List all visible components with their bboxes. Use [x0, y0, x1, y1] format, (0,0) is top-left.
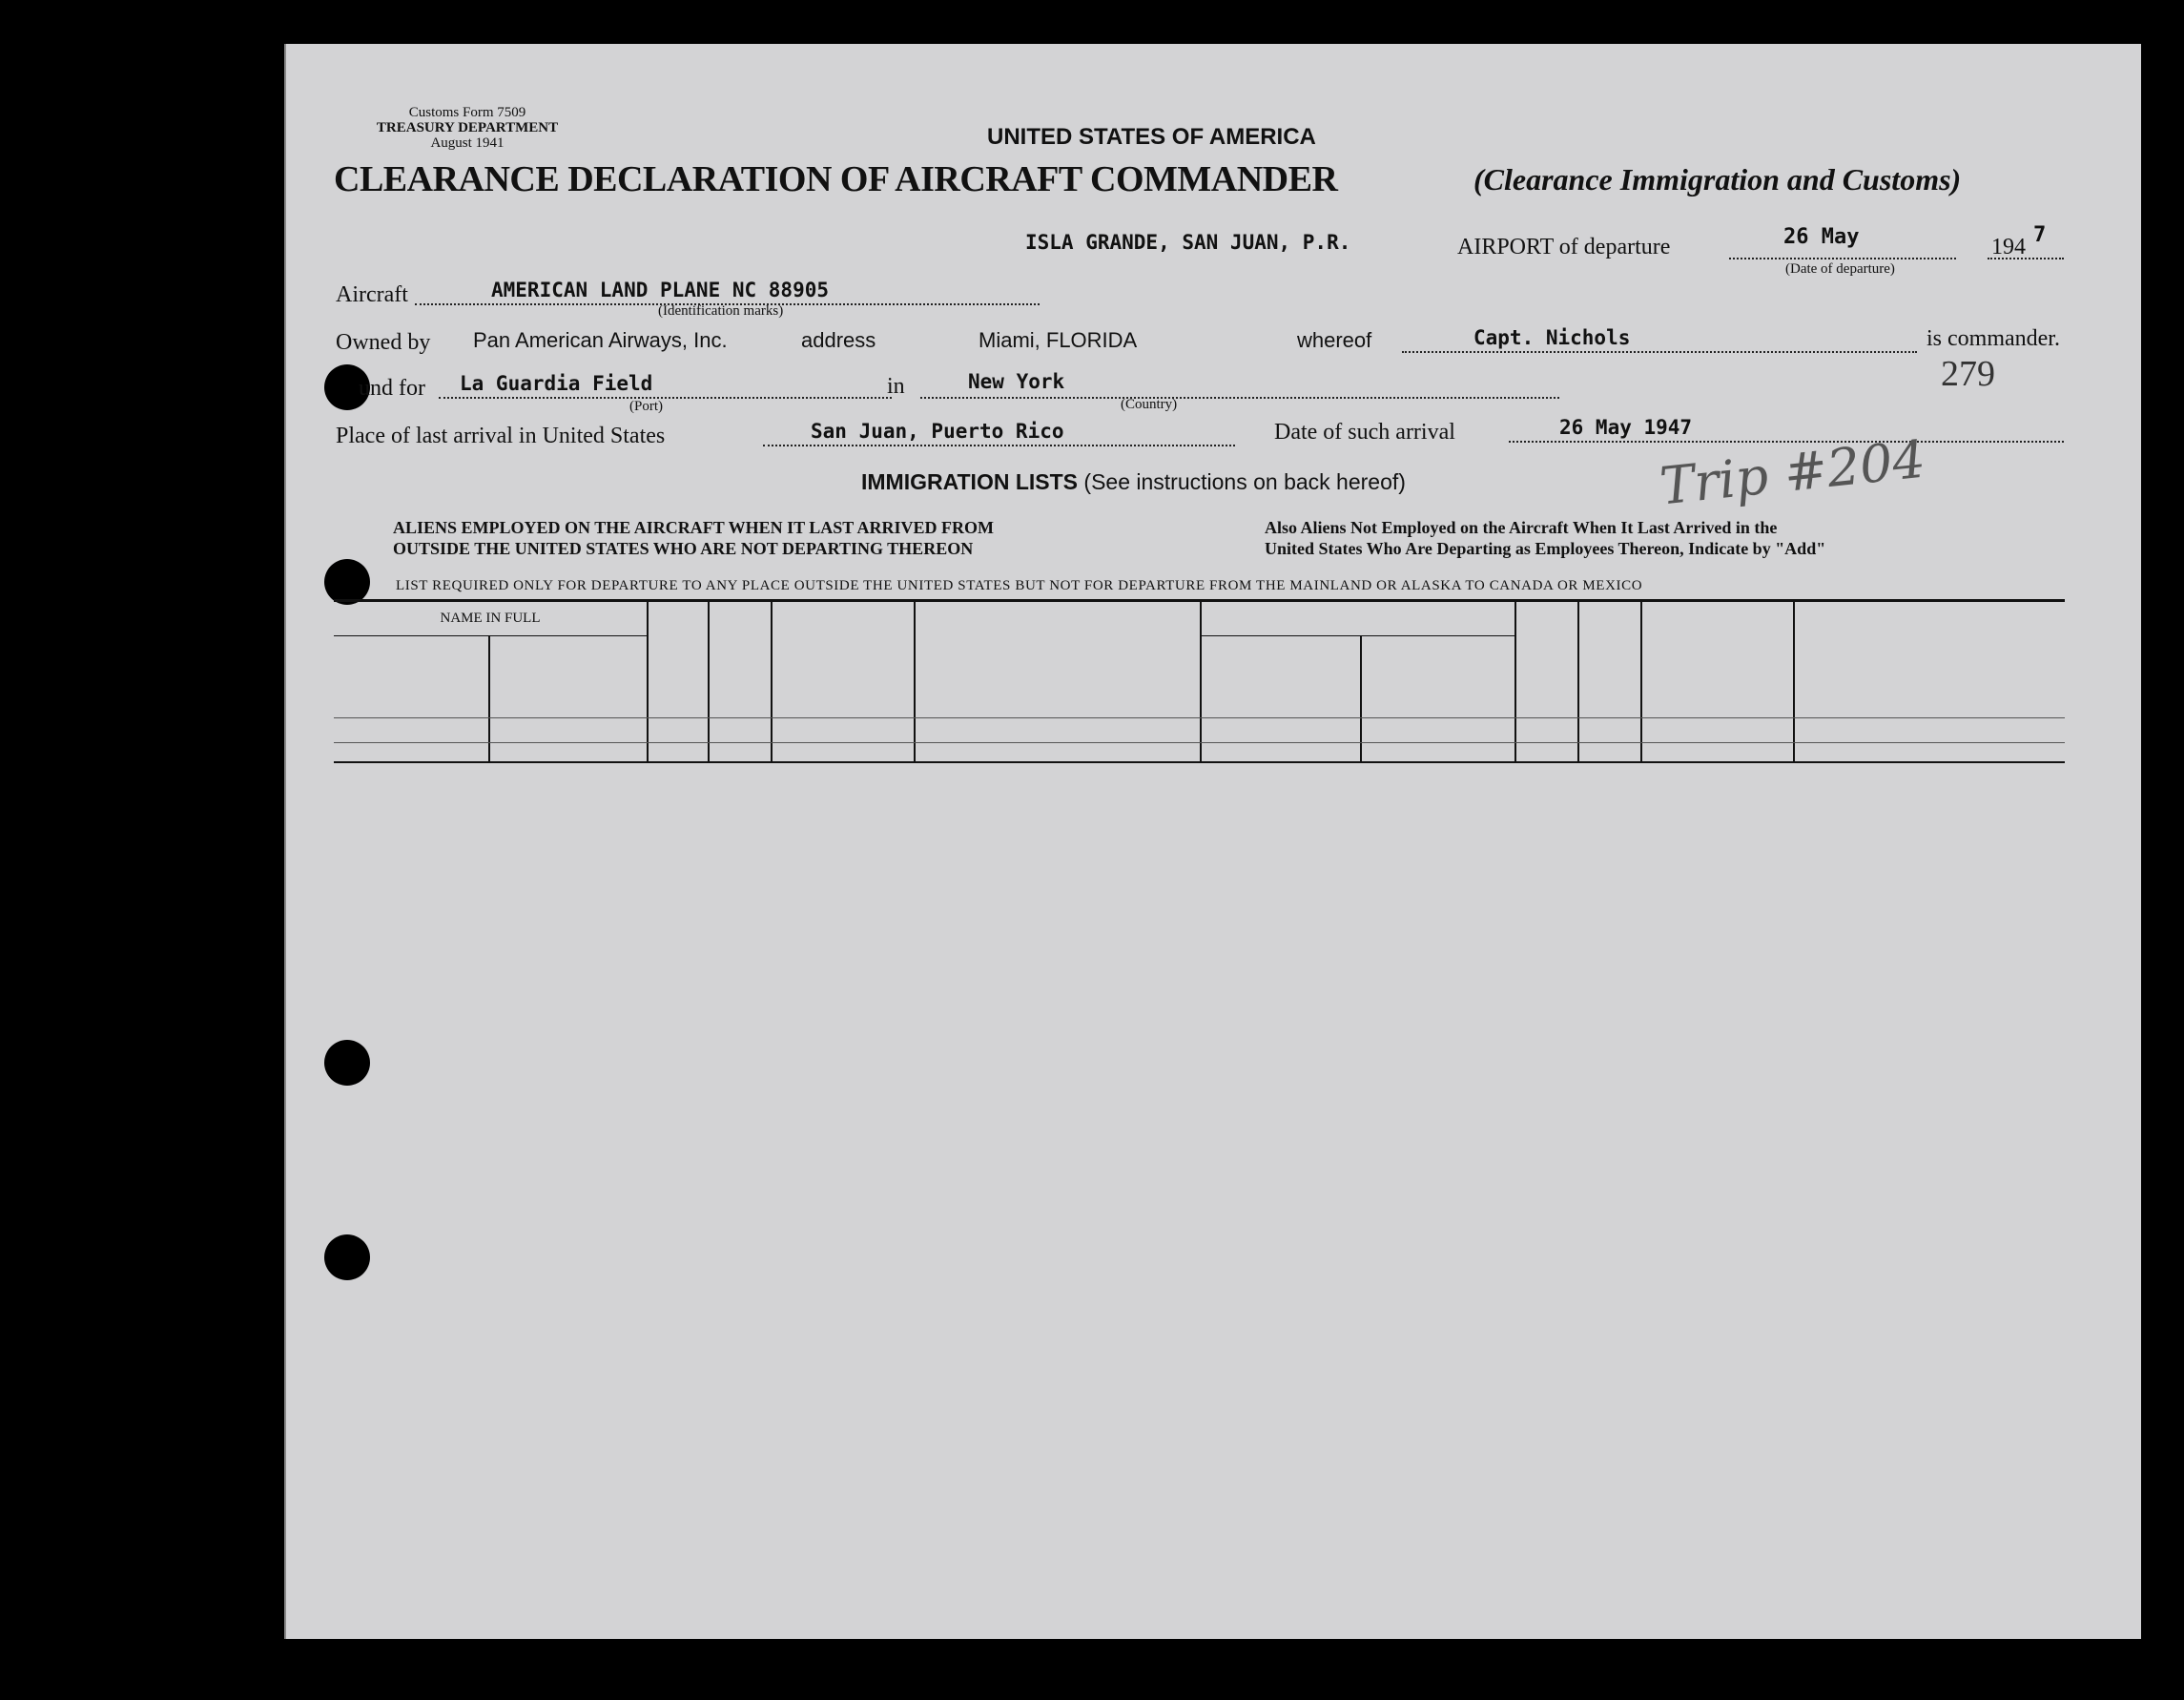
form-subtitle: (Clearance Immigration and Customs)	[1473, 162, 1962, 197]
form-country: UNITED STATES OF AMERICA	[987, 124, 1316, 150]
departure-year-prefix: 194	[1991, 235, 2026, 259]
column-divider	[771, 599, 773, 763]
form-date: August 1941	[430, 135, 505, 151]
bound-port-value: La Guardia Field	[460, 372, 653, 395]
rule	[1729, 256, 1956, 259]
bound-country-value: New York	[968, 370, 1065, 393]
stamp-number: 279	[1941, 354, 1995, 394]
rule	[1988, 256, 2064, 259]
rule	[1509, 439, 2064, 443]
trip-note: Trip #204	[1657, 428, 1928, 517]
owner-label: Owned by	[336, 330, 431, 355]
last-arrival-date-value: 26 May 1947	[1559, 416, 1693, 439]
aliens-employed-note	[393, 517, 994, 559]
departure-date-caption: (Date of departure)	[1785, 261, 1895, 277]
last-arrival-date-label: Date of such arrival	[1274, 420, 1455, 445]
form-title: CLEARANCE DECLARATION OF AIRCRAFT COMMANDER	[334, 159, 1338, 199]
column-divider	[488, 635, 490, 763]
owner-commander-label: is commander.	[1926, 326, 2060, 351]
immigration-heading-title: IMMIGRATION LISTS	[861, 469, 1079, 494]
departure-airport-value: ISLA GRANDE, SAN JUAN, P.R.	[1025, 231, 1351, 254]
column-divider	[1514, 599, 1516, 763]
table-rule	[334, 717, 2065, 718]
column-divider	[708, 599, 710, 763]
table-rule	[334, 742, 2065, 743]
bound-label: und for	[359, 376, 425, 401]
form-department: TREASURY DEPARTMENT	[376, 120, 559, 135]
aliens-employed-line-2: OUTSIDE THE UNITED STATES WHO ARE NOT DEPARTING THEREON	[393, 539, 974, 558]
crew-table	[334, 599, 2065, 763]
column-divider	[1793, 599, 1795, 763]
rule	[763, 443, 1235, 446]
owner-whereof-label: whereof	[1297, 328, 1372, 352]
column-divider	[1200, 599, 1202, 763]
departure-date-value: 26 May	[1783, 225, 1860, 249]
column-divider	[914, 599, 916, 763]
table-rule	[1200, 635, 1514, 636]
punch-hole	[324, 559, 370, 605]
aircraft-caption: (Identification marks)	[658, 303, 784, 319]
aliens-not-employed-note	[1265, 517, 1825, 559]
aliens-not-employed-line-2: United States Who Are Departing as Employees Thereon, Indicate by "Add"	[1265, 539, 1826, 558]
departure-year-suffix: 7	[2033, 223, 2047, 247]
owner-value: Pan American Airways, Inc.	[473, 328, 728, 352]
owner-address-value: Miami, FLORIDA	[979, 328, 1138, 352]
column-divider	[1640, 599, 1642, 763]
column-divider	[1577, 599, 1579, 763]
aliens-not-employed-line-1: Also Aliens Not Employed on the Aircraft When It Last Arrived in the	[1265, 518, 1778, 537]
departure-airport-label: AIRPORT of departure	[1457, 235, 1671, 259]
crew-name-head: NAME IN FULL	[440, 611, 541, 626]
rule	[439, 395, 892, 399]
column-divider	[1360, 635, 1362, 763]
immigration-heading	[861, 469, 1406, 495]
table-rule	[334, 635, 647, 636]
bound-in-label: in	[887, 374, 905, 399]
bound-port-caption: (Port)	[629, 399, 663, 414]
punch-hole	[324, 1234, 370, 1280]
last-arrival-label: Place of last arrival in United States	[336, 424, 666, 448]
rule	[1402, 349, 1917, 353]
last-arrival-value: San Juan, Puerto Rico	[811, 420, 1064, 443]
rule	[920, 395, 1559, 399]
form-id: Customs Form 7509	[408, 105, 526, 120]
owner-address-label: address	[801, 328, 876, 352]
immigration-heading-note: (See instructions on back hereof)	[1083, 469, 1406, 494]
aliens-employed-line-1: ALIENS EMPLOYED ON THE AIRCRAFT WHEN IT LAST ARRIVED FROM	[393, 518, 994, 537]
punch-hole	[324, 1040, 370, 1086]
document-page	[284, 44, 2141, 1639]
form-id-block	[372, 105, 563, 151]
aircraft-value: AMERICAN LAND PLANE NC 88905	[491, 279, 830, 301]
aircraft-label: Aircraft	[336, 282, 408, 307]
bound-country-caption: (Country)	[1121, 397, 1178, 412]
owner-commander-value: Capt. Nichols	[1473, 326, 1631, 349]
column-divider	[647, 599, 649, 763]
list-required-note: LIST REQUIRED ONLY FOR DEPARTURE TO ANY PLACE OUTSIDE THE UNITED STATES BUT NOT FOR DEPARTURE FROM THE MAINLAND OR ALASKA TO CANADA OR MEXICO	[396, 578, 1643, 593]
